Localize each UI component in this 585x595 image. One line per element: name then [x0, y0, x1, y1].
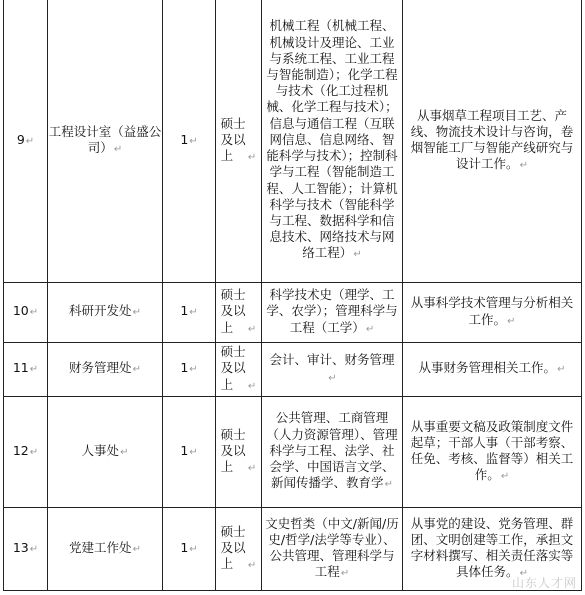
degree-requirement: 硕士及以上 — [220, 287, 246, 335]
major-requirements: 公共管理、工商管理（人力资源管理）、管理科学与工程、法学、社会学、中国语言文学、新闻传播学、教育学 — [266, 410, 398, 491]
row-number-cell — [4, 283, 48, 343]
paragraph-mark-icon: ↵ — [353, 249, 362, 261]
degree-requirement: 硕士及以上 — [220, 115, 246, 164]
degree-requirement: 硕士及以上 — [220, 344, 246, 392]
headcount: 1 — [180, 131, 189, 147]
duty-cell — [403, 343, 582, 397]
row-number: 13 — [12, 539, 29, 555]
paragraph-mark-icon: ↵ — [189, 307, 198, 319]
department-cell — [48, 343, 163, 397]
paragraph-mark-icon: ↵ — [29, 307, 39, 319]
job-duties: 从事财务管理相关工作。 — [418, 360, 557, 376]
headcount: 1 — [180, 442, 189, 458]
majors-cell — [262, 343, 403, 397]
department-name: 工程设计室（益盛公司） — [48, 123, 162, 155]
paragraph-mark-icon: ↵ — [507, 315, 516, 327]
table-row — [4, 397, 582, 508]
majors-cell — [262, 397, 403, 508]
paragraph-mark-icon: ↵ — [247, 323, 257, 335]
paragraph-mark-icon: ↵ — [247, 463, 257, 475]
headcount-cell — [163, 283, 216, 343]
department-cell — [48, 0, 163, 283]
headcount: 1 — [180, 539, 189, 555]
duty-cell — [403, 283, 582, 343]
paragraph-mark-icon: ↵ — [29, 364, 39, 376]
major-requirements: 科学技术史（理学、工学、农学）；管理科学与工程（工学） — [266, 287, 398, 335]
row-number-cell — [4, 508, 48, 591]
department-name: 财务管理处 — [69, 360, 132, 376]
paragraph-mark-icon: ↵ — [247, 380, 257, 392]
degree-requirement: 硕士及以上 — [220, 523, 246, 572]
department-cell — [48, 397, 163, 508]
paragraph-mark-icon: ↵ — [519, 568, 528, 580]
row-number: 12 — [12, 442, 29, 458]
paragraph-mark-icon: ↵ — [557, 364, 566, 376]
paragraph-mark-icon: ↵ — [189, 543, 198, 555]
headcount-cell — [163, 397, 216, 508]
major-requirements: 机械工程（机械工程、机械设计及理论、工业与系统工程、工业工程与智能制造）；化学工程与技术（化工过程机械、化学工程与技术）；信息与通信工程（互联网信息、信息网络、智能科学与技术）；控制科学与工程（智能制造工程、人工智能）；计算机科学与技术（智能科学与工程、数据科学和信息技术、网络技术与网络工程） — [266, 18, 398, 261]
department-cell — [48, 508, 163, 591]
paragraph-mark-icon: ↵ — [365, 323, 375, 335]
paragraph-mark-icon: ↵ — [189, 364, 198, 376]
table-row — [4, 283, 582, 343]
paragraph-mark-icon: ↵ — [519, 160, 528, 172]
major-requirements: 会计、审计、财务管理 — [269, 352, 395, 368]
job-duties: 从事党的建设、党务管理、群团、文明创建等工作，承担文字材料撰写、相关责任落实等具体任务。 — [410, 515, 574, 580]
headcount-cell — [163, 343, 216, 397]
paragraph-mark-icon: ↵ — [247, 560, 257, 572]
department-name: 科研开发处 — [69, 303, 132, 319]
degree-cell — [216, 397, 262, 508]
paragraph-mark-icon: ↵ — [189, 135, 198, 147]
paragraph-mark-icon: ↵ — [120, 446, 129, 458]
department-name: 人事处 — [81, 442, 120, 458]
paragraph-mark-icon: ↵ — [25, 135, 35, 147]
duty-cell — [403, 397, 582, 508]
degree-cell — [216, 0, 262, 283]
paragraph-mark-icon: ↵ — [29, 446, 39, 458]
department-cell — [48, 283, 163, 343]
table-row — [4, 0, 582, 283]
paragraph-mark-icon: ↵ — [132, 307, 141, 319]
table-row — [4, 343, 582, 397]
degree-cell — [216, 343, 262, 397]
paragraph-mark-icon: ↵ — [29, 543, 39, 555]
majors-cell — [262, 508, 403, 591]
majors-cell — [262, 283, 403, 343]
table-row — [4, 508, 582, 591]
paragraph-mark-icon: ↵ — [328, 372, 337, 384]
degree-cell — [216, 508, 262, 591]
paragraph-mark-icon: ↵ — [340, 568, 350, 580]
row-number: 9 — [16, 131, 25, 147]
row-number-cell — [4, 397, 48, 508]
duty-cell — [403, 0, 582, 283]
job-duties: 从事重要文稿及政策制度文件起草；干部人事（干部考察、任免、考核、监督等）相关工作。 — [410, 418, 574, 483]
paragraph-mark-icon: ↵ — [132, 364, 141, 376]
degree-requirement: 硕士及以上 — [220, 426, 246, 475]
paragraph-mark-icon: ↵ — [247, 152, 257, 164]
row-number: 11 — [12, 360, 29, 376]
paragraph-mark-icon: ↵ — [189, 446, 198, 458]
headcount: 1 — [180, 360, 189, 376]
headcount-cell — [163, 508, 216, 591]
headcount: 1 — [180, 303, 189, 319]
paragraph-mark-icon: ↵ — [132, 543, 141, 555]
row-number-cell — [4, 0, 48, 283]
job-duties: 从事科学技术管理与分析相关工作。 — [410, 295, 574, 327]
headcount-cell — [163, 0, 216, 283]
department-name: 党建工作处 — [69, 539, 132, 555]
major-requirements: 文史哲类（中文/新闻/历史/哲学/法学等专业）、公共管理、管理科学与工程 — [265, 515, 399, 580]
majors-cell — [262, 0, 403, 283]
site-watermark: 山东人才网 — [511, 576, 577, 590]
paragraph-mark-icon: ↵ — [113, 144, 123, 155]
row-number-cell — [4, 343, 48, 397]
row-number: 10 — [12, 303, 29, 319]
paragraph-mark-icon: ↵ — [384, 479, 393, 491]
recruitment-table — [3, 0, 582, 591]
job-duties: 从事烟草工程项目工艺、产线、物流技术设计与咨询，卷烟智能工厂与智能产线研究与设计工作。 — [410, 107, 574, 172]
paragraph-mark-icon: ↵ — [500, 471, 510, 483]
degree-cell — [216, 283, 262, 343]
